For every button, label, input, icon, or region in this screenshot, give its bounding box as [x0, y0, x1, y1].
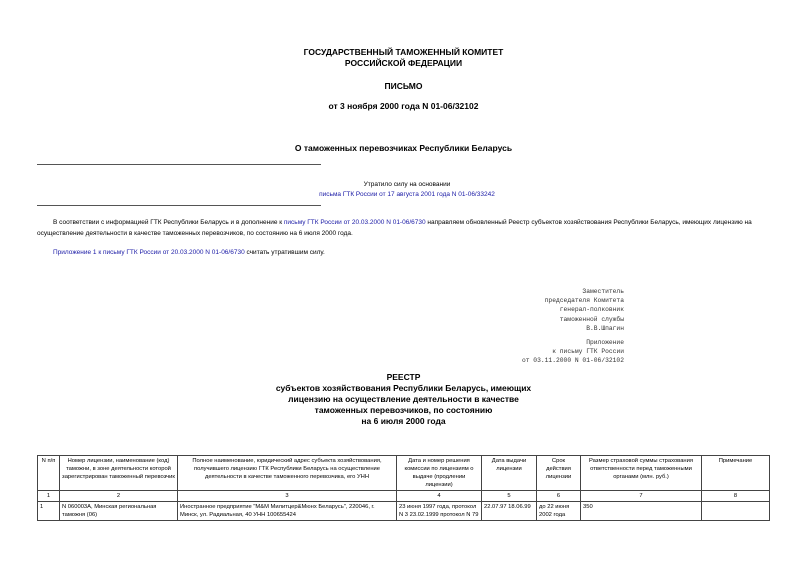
divider-top: [37, 164, 321, 165]
column-number: 8: [702, 491, 770, 502]
table-cell: до 22 июня 2002 года: [537, 502, 581, 521]
register-subtitle-2: лицензию на осуществление деятельности в качестве: [288, 394, 519, 404]
register-subtitle-4: на 6 июля 2000 года: [361, 416, 446, 426]
table-cell: 23 июня 1997 года, протокол N 3 23.02.1999 протокол N 79: [397, 502, 482, 521]
signature-block: [400, 287, 624, 333]
doc-date: от 3 ноября 2000 года N 01-06/32102: [328, 101, 479, 111]
table-cell: N 060003А, Минская региональная таможня (06): [60, 502, 178, 521]
table-cell: Иностранное предприятие "М&М Милитцер&Мюнх Беларусь", 220046, г. Минск, ул. Радиальная, 40 УНН 100655424: [178, 502, 397, 521]
column-number: 7: [581, 491, 702, 502]
status-text: Утратило силу на основании: [363, 181, 451, 188]
register-title: РЕЕСТР: [386, 372, 421, 382]
signature-line-5: В.В.Шпагин: [586, 324, 624, 332]
appendix-line-1: Приложение: [586, 339, 624, 346]
column-header: Дата выдачи лицензии: [482, 456, 537, 491]
p1-link[interactable]: письму ГТК России от 20.03.2000 N 01-06/6730: [283, 219, 426, 226]
column-number: 3: [178, 491, 397, 502]
p2-link[interactable]: Приложение 1 к письму ГТК России от 20.03.2000 N 01-06/6730: [53, 249, 245, 256]
column-header: Полное наименование, юридический адрес субъекта хозяйствования, получившего лицензию ГТК Республики Беларусь на осуществление деятельности в качестве таможенного перевозчика, его УНН: [178, 456, 397, 491]
divider-bottom: [37, 205, 321, 206]
appendix-line-2: к письму ГТК России: [552, 348, 624, 356]
table-cell: 22.07.97 18.06.99: [482, 502, 537, 521]
register-subtitle-1: субъектов хозяйствования Республики Беларусь, имеющих: [275, 383, 532, 393]
column-number: 2: [60, 491, 178, 502]
table-row: [38, 502, 770, 521]
p1-text-end: направляем обновленный Реестр субъектов хозяйствования Республики Беларусь, имеющих лицензию на осуществление деятельности в качестве таможенных перевозчиков, по состоянию на 6 июля 2000 года.: [37, 219, 752, 237]
p2-text-end: считать утратившим силу.: [244, 249, 325, 256]
column-number-row: [38, 491, 770, 502]
status-link[interactable]: письма ГТК России от 17 августа 2001 года N 01-06/33242: [319, 191, 495, 198]
body-paragraph-1: [37, 218, 770, 239]
column-header: Размер страховой суммы страхования ответственности перед таможенными органами (млн. руб.): [581, 456, 702, 491]
column-number: 1: [38, 491, 60, 502]
signature-line-1: Заместитель: [582, 288, 624, 295]
appendix-line-3: от 03.11.2000 N 01-06/32102: [521, 357, 624, 365]
signature-line-4: таможенной службы: [559, 315, 624, 323]
table-cell: 1: [38, 502, 60, 521]
signature-line-3: генерал-полковник: [559, 306, 624, 314]
table-cell: [702, 502, 770, 521]
doc-subject: О таможенных перевозчиках Республики Беларусь: [294, 143, 513, 153]
org-name-line2: РОССИЙСКОЙ ФЕДЕРАЦИИ: [344, 58, 463, 68]
column-header: Дата и номер решения комиссии по лицензиям о выдаче (продлении лицензии): [397, 456, 482, 491]
column-number: 6: [537, 491, 581, 502]
column-number: 5: [482, 491, 537, 502]
column-header: Срок действия лицензии: [537, 456, 581, 491]
p1-text-start: В соответствии с информацией ГТК Республики Беларусь и в дополнение к: [53, 219, 284, 226]
table-header-row: [38, 456, 770, 491]
register-subtitle-3: таможенных перевозчиков, по состоянию: [314, 405, 493, 415]
column-header: N п/п: [38, 456, 60, 491]
org-name-line1: ГОСУДАРСТВЕННЫЙ ТАМОЖЕННЫЙ КОМИТЕТ: [303, 47, 504, 57]
column-number: 4: [397, 491, 482, 502]
body-paragraph-2: [53, 249, 770, 256]
register-table: [37, 455, 770, 521]
column-header: Номер лицензии, наименование (код) таможни, в зоне деятельности которой зарегистрирован таможенный перевозчик: [60, 456, 178, 491]
column-header: Примечание: [702, 456, 770, 491]
doc-type: ПИСЬМО: [384, 81, 423, 91]
table-cell: 350: [581, 502, 702, 521]
appendix-note: [400, 338, 624, 366]
signature-line-2: председателя Комитета: [544, 297, 624, 305]
